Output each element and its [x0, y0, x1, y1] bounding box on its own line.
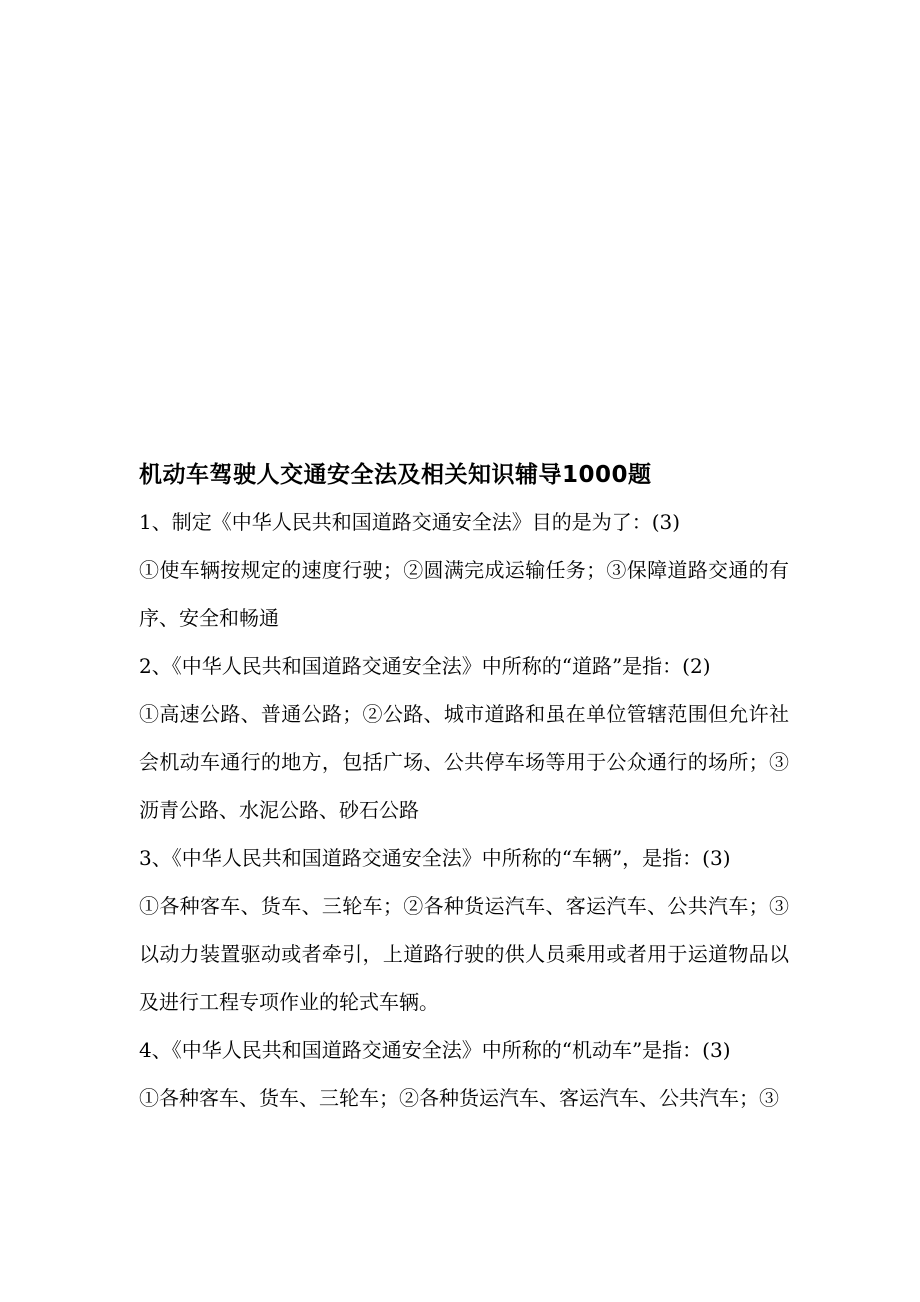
question-stem: 1、制定《中华人民共和国道路交通安全法》目的是为了：(3)	[139, 510, 681, 534]
question-options: ①高速公路、普通公路；②公路、城市道路和虽在单位管辖范围但允许社会机动车通行的地方，包括广场、公共停车场等用于公众通行的场所；③沥青公路、水泥公路、砂石公路	[139, 702, 789, 822]
question-options: ①使车辆按规定的速度行驶；②圆满完成运输任务；③保障道路交通的有序、安全和畅通	[139, 558, 789, 630]
question-3	[139, 834, 789, 1026]
document-body	[139, 452, 789, 1122]
document-title: 机动车驾驶人交通安全法及相关知识辅导1000题	[139, 462, 652, 488]
question-stem: 3、《中华人民共和国道路交通安全法》中所称的“车辆”，是指：(3)	[139, 846, 731, 870]
question-stem: 4、《中华人民共和国道路交通安全法》中所称的“机动车”是指：(3)	[139, 1038, 731, 1062]
question-2	[139, 642, 789, 834]
question-options: ①各种客车、货车、三轮车；②各种货运汽车、客运汽车、公共汽车；③以动力装置驱动或者牵引，上道路行驶的供人员乘用或者用于运道物品以及进行工程专项作业的轮式车辆。	[139, 894, 789, 1014]
question-1	[139, 498, 789, 642]
question-4	[139, 1026, 789, 1122]
question-options: ①各种客车、货车、三轮车；②各种货运汽车、客运汽车、公共汽车；③	[139, 1086, 779, 1110]
question-stem: 2、《中华人民共和国道路交通安全法》中所称的“道路”是指：(2)	[139, 654, 711, 678]
